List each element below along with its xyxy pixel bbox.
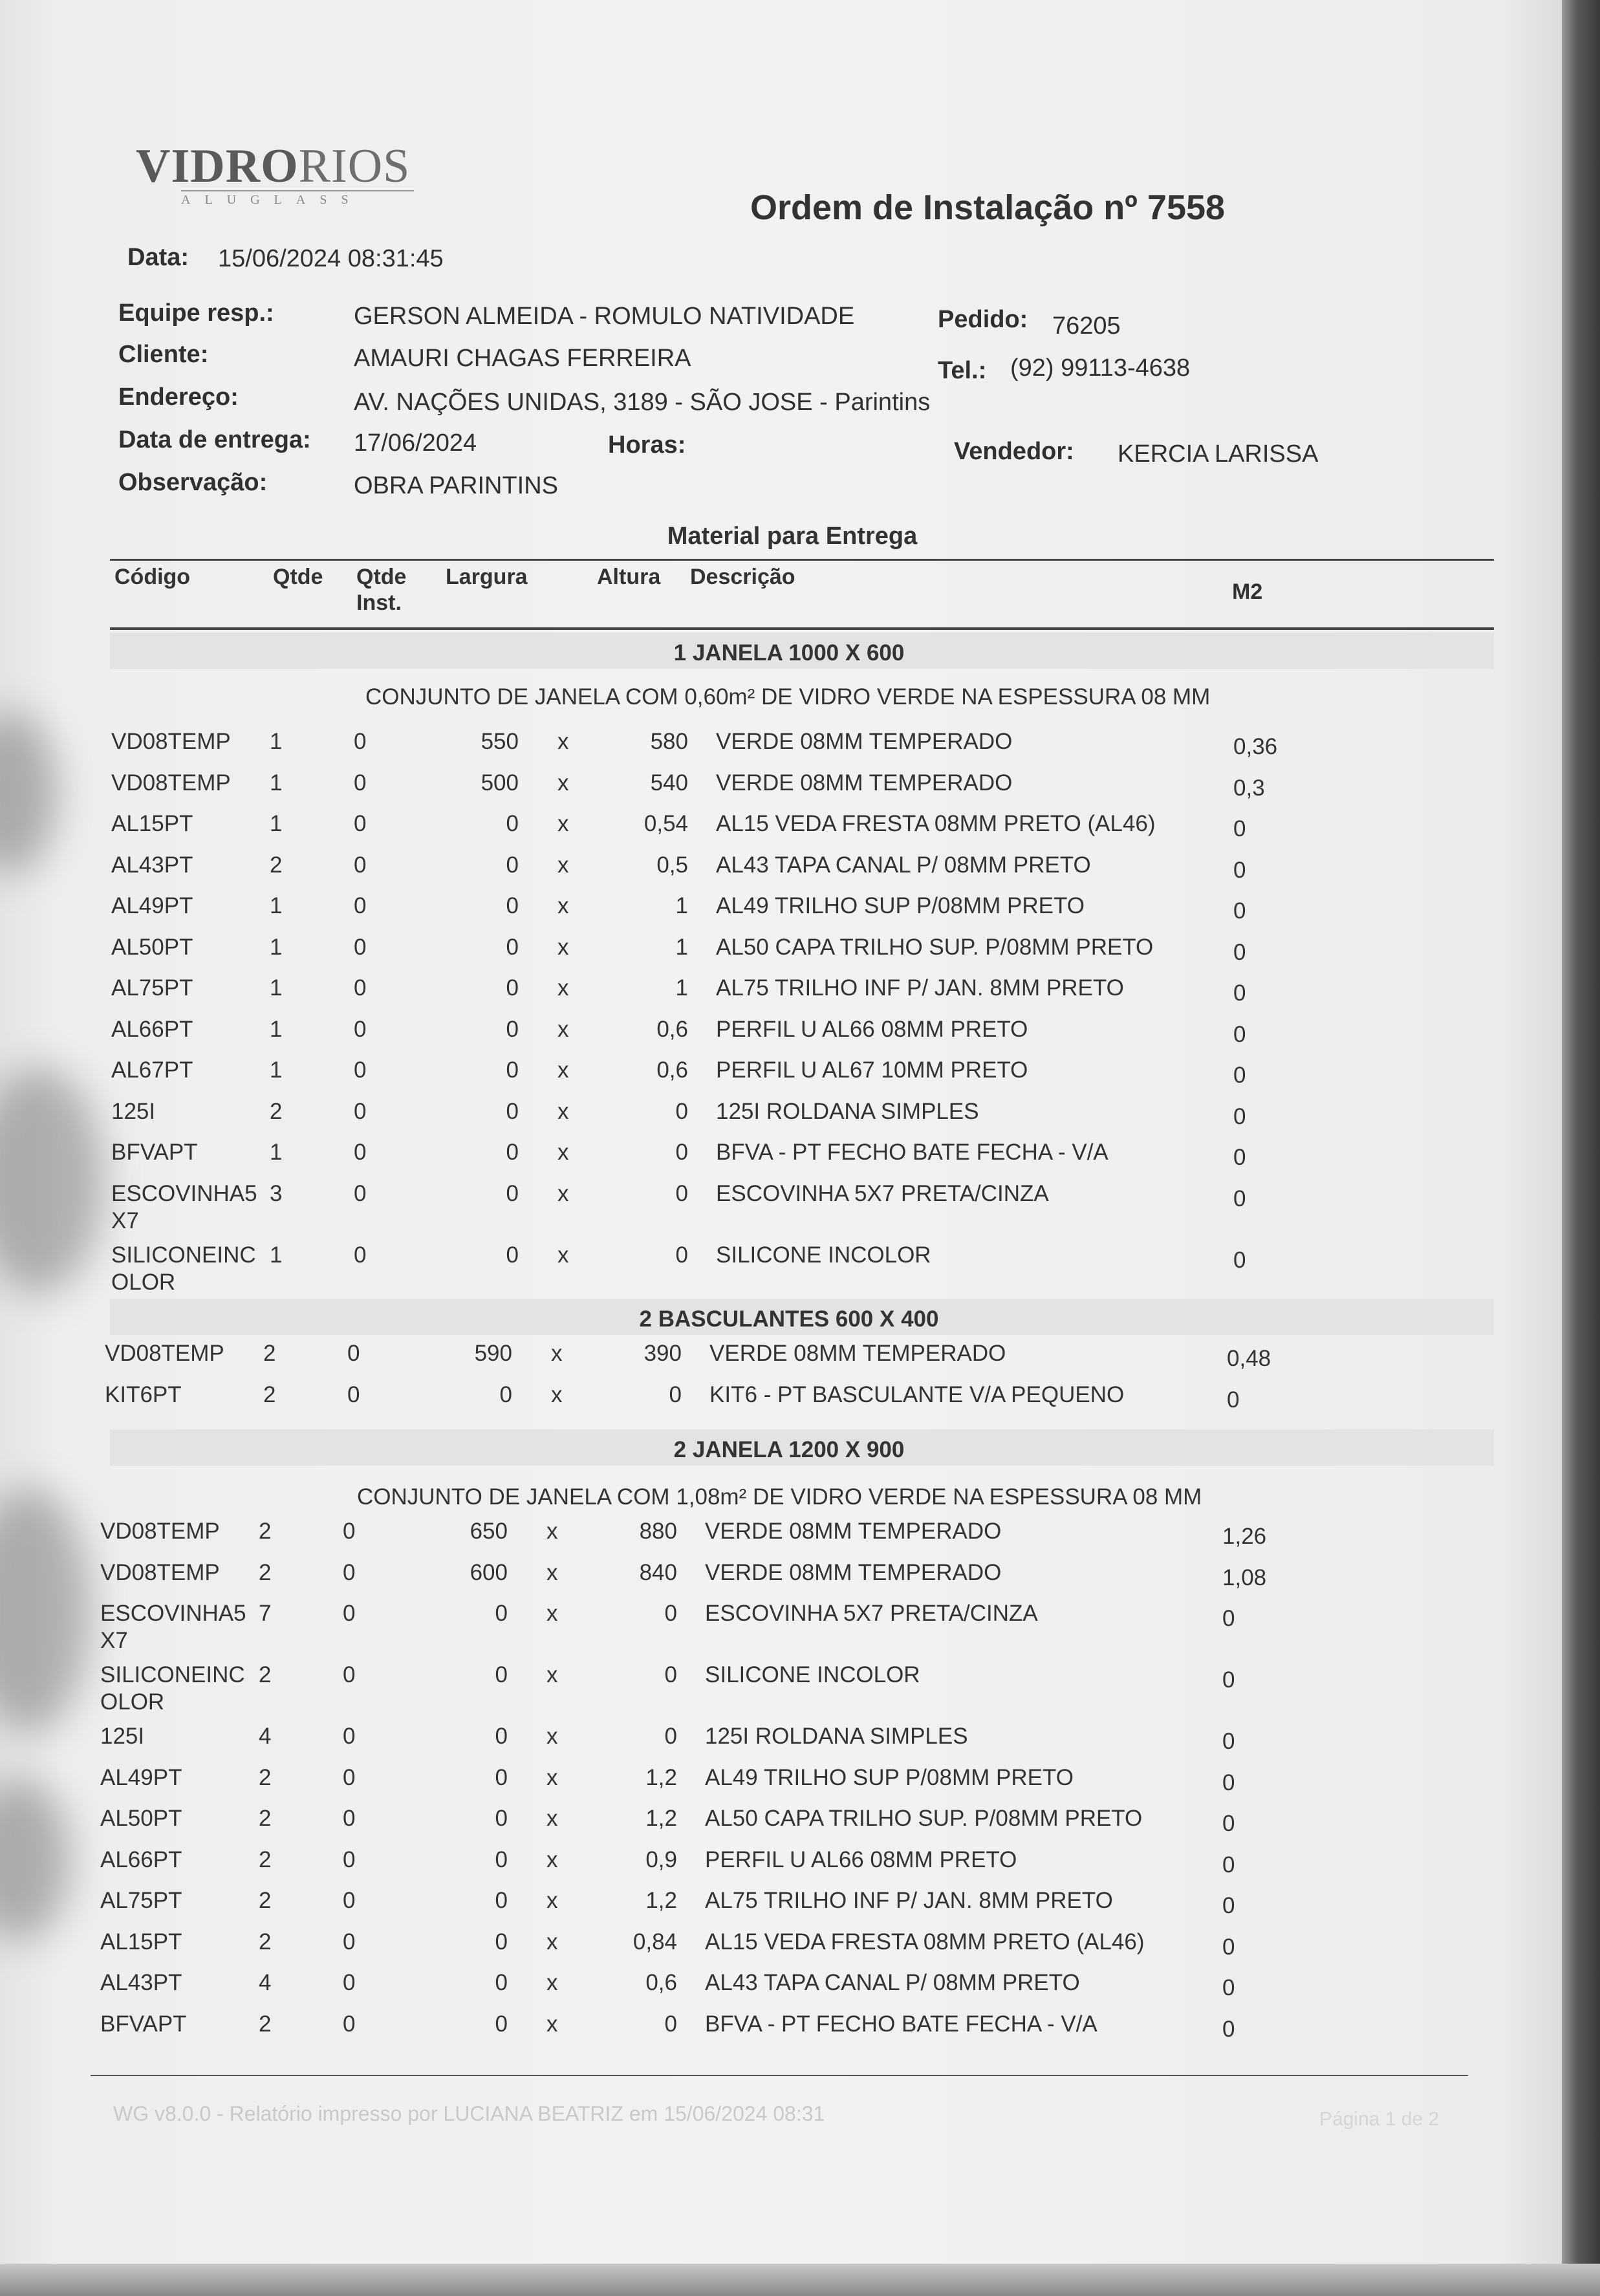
- row-times-sign: x: [557, 770, 569, 796]
- row-descricao: AL15 VEDA FRESTA 08MM PRETO (AL46): [716, 811, 1156, 836]
- row-qtde: 2: [263, 1341, 276, 1366]
- row-times-sign: x: [557, 1057, 569, 1083]
- row-qtde: 2: [270, 1098, 283, 1124]
- row-times-sign: x: [557, 1242, 569, 1268]
- row-code: [111, 1242, 273, 1296]
- row-times-sign: x: [557, 729, 569, 754]
- row-altura: 1,2: [645, 1888, 677, 1913]
- row-altura: 880: [639, 1519, 677, 1544]
- row-qtde: 2: [263, 1381, 276, 1407]
- row-qtde: 1: [270, 893, 283, 918]
- row-descricao: AL50 CAPA TRILHO SUP. P/08MM PRETO: [716, 934, 1154, 960]
- row-altura: 840: [639, 1559, 677, 1585]
- row-largura: 0: [506, 934, 519, 960]
- material-title: Material para Entrega: [667, 523, 918, 550]
- row-altura: 540: [650, 770, 688, 796]
- row-qtde-inst: 0: [354, 975, 367, 1001]
- row-m2: 0,48: [1227, 1346, 1271, 1371]
- row-times-sign: x: [557, 1098, 569, 1124]
- row-descricao: PERFIL U AL66 08MM PRETO: [705, 1847, 1017, 1872]
- col-descricao: Descrição: [690, 565, 795, 589]
- row-times-sign: x: [551, 1381, 563, 1407]
- row-code: AL15PT: [100, 1929, 182, 1955]
- row-descricao: ESCOVINHA 5X7 PRETA/CINZA: [705, 1601, 1038, 1626]
- row-altura: 0,9: [645, 1847, 677, 1872]
- col-m2: M2: [1232, 579, 1263, 604]
- row-qtde-inst: 0: [354, 1242, 367, 1268]
- row-times-sign: x: [546, 1888, 558, 1913]
- row-times-sign: x: [557, 811, 569, 836]
- row-largura: 0: [495, 1764, 508, 1790]
- row-altura: 0: [664, 1724, 677, 1749]
- row-largura: 0: [506, 1057, 519, 1083]
- row-largura: 0: [499, 1381, 512, 1407]
- row-descricao: VERDE 08MM TEMPERADO: [716, 729, 1013, 754]
- row-largura: 0: [495, 1601, 508, 1626]
- row-m2: 0: [1233, 939, 1246, 965]
- row-times-sign: x: [557, 1140, 569, 1165]
- row-altura: 0: [675, 1180, 688, 1206]
- row-altura: 0: [675, 1242, 688, 1268]
- row-code-line2: X7: [111, 1208, 139, 1233]
- row-times-sign: x: [546, 1662, 558, 1687]
- row-qtde-inst: 0: [354, 770, 367, 796]
- row-m2: 0: [1222, 1934, 1235, 1960]
- row-code: AL50PT: [111, 934, 193, 960]
- row-descricao: BFVA - PT FECHO BATE FECHA - V/A: [705, 2011, 1097, 2037]
- cliente-label: Cliente:: [118, 341, 209, 368]
- row-times-sign: x: [546, 2011, 558, 2037]
- row-largura: 600: [470, 1559, 508, 1585]
- row-qtde: 2: [259, 1847, 272, 1872]
- row-qtde-inst: 0: [343, 1764, 356, 1790]
- row-largura: 0: [506, 1016, 519, 1042]
- row-code-line2: X7: [100, 1628, 128, 1653]
- row-m2: 0: [1233, 980, 1246, 1006]
- row-descricao: AL49 TRILHO SUP P/08MM PRETO: [705, 1764, 1074, 1790]
- pedido-value: 76205: [1052, 312, 1121, 340]
- scan-edge-right: [1562, 0, 1600, 2296]
- row-m2: 0: [1233, 1021, 1246, 1047]
- row-descricao: VERDE 08MM TEMPERADO: [709, 1341, 1006, 1366]
- row-qtde: 2: [259, 1662, 272, 1687]
- row-times-sign: x: [546, 1847, 558, 1872]
- row-altura: 1,2: [645, 1764, 677, 1790]
- row-m2: 0: [1222, 1606, 1235, 1631]
- row-qtde: 1: [270, 1140, 283, 1165]
- row-code: BFVAPT: [111, 1140, 198, 1165]
- horas-label: Horas:: [608, 431, 686, 459]
- row-times-sign: x: [546, 1764, 558, 1790]
- scan-edge-bottom: [0, 2264, 1600, 2296]
- row-times-sign: x: [557, 1180, 569, 1206]
- row-qtde-inst: 0: [354, 811, 367, 836]
- row-qtde-inst: 0: [343, 1662, 356, 1687]
- group-description: CONJUNTO DE JANELA COM 1,08m² DE VIDRO VERDE NA ESPESSURA 08 MM: [357, 1484, 1202, 1510]
- row-m2: 0: [1222, 1811, 1235, 1836]
- date-label: Data:: [127, 244, 189, 271]
- logo-tagline: ALUGLASS: [181, 190, 414, 208]
- obs-value: OBRA PARINTINS: [354, 472, 559, 499]
- row-largura: 0: [506, 893, 519, 918]
- row-largura: 0: [506, 852, 519, 878]
- row-times-sign: x: [546, 1806, 558, 1831]
- row-altura: 0,54: [643, 811, 688, 836]
- cliente-value: AMAURI CHAGAS FERREIRA: [354, 345, 691, 372]
- row-times-sign: x: [546, 1559, 558, 1585]
- row-m2: 0: [1233, 1103, 1246, 1129]
- row-m2: 0: [1222, 1975, 1235, 2000]
- row-qtde: 2: [259, 1519, 272, 1544]
- row-code: AL75PT: [111, 975, 193, 1001]
- row-times-sign: x: [557, 852, 569, 878]
- row-qtde: 3: [270, 1180, 283, 1206]
- col-qtde-inst: [356, 564, 406, 616]
- row-largura: 0: [495, 1806, 508, 1831]
- row-largura: 0: [495, 1888, 508, 1913]
- row-m2: 0,3: [1233, 775, 1265, 801]
- equipe-label: Equipe resp.:: [118, 299, 274, 327]
- row-descricao: BFVA - PT FECHO BATE FECHA - V/A: [716, 1140, 1108, 1165]
- row-times-sign: x: [557, 1016, 569, 1042]
- row-qtde-inst: 0: [354, 1057, 367, 1083]
- row-qtde-inst: 0: [354, 1140, 367, 1165]
- footer-page-number: Página 1 de 2: [1319, 2108, 1440, 2130]
- row-largura: 0: [495, 1929, 508, 1955]
- row-largura: 0: [495, 2011, 508, 2037]
- row-descricao: AL43 TAPA CANAL P/ 08MM PRETO: [705, 1970, 1080, 1995]
- row-qtde-inst: 0: [343, 1519, 356, 1544]
- row-m2: 0: [1233, 1063, 1246, 1088]
- col-qtde-inst-line1: Qtde: [356, 565, 407, 589]
- row-descricao: AL49 TRILHO SUP P/08MM PRETO: [716, 893, 1085, 918]
- row-descricao: AL15 VEDA FRESTA 08MM PRETO (AL46): [705, 1929, 1145, 1955]
- row-descricao: 125I ROLDANA SIMPLES: [716, 1098, 979, 1124]
- row-altura: 580: [650, 729, 688, 754]
- col-largura: Largura: [446, 565, 528, 589]
- row-times-sign: x: [557, 893, 569, 918]
- row-code: AL43PT: [100, 1970, 182, 1995]
- row-qtde: 2: [259, 1764, 272, 1790]
- row-times-sign: x: [557, 975, 569, 1001]
- row-m2: 0: [1222, 1770, 1235, 1795]
- logo-bold-part: VID: [136, 140, 226, 193]
- row-largura: 0: [495, 1662, 508, 1687]
- footer-print-info: WG v8.0.0 - Relatório impresso por LUCIANA BEATRIZ em 15/06/2024 08:31: [113, 2102, 825, 2125]
- row-largura: 0: [506, 1098, 519, 1124]
- row-qtde-inst: 0: [354, 1180, 367, 1206]
- row-code: VD08TEMP: [111, 729, 231, 754]
- row-qtde-inst: 0: [354, 893, 367, 918]
- group-title: 2 BASCULANTES 600 X 400: [639, 1306, 939, 1332]
- row-m2: 0: [1222, 2016, 1235, 2042]
- row-qtde: 2: [259, 1888, 272, 1913]
- row-code: VD08TEMP: [105, 1341, 224, 1366]
- row-largura: 0: [495, 1847, 508, 1872]
- row-code-line2: OLOR: [111, 1269, 176, 1295]
- row-altura: 1,2: [645, 1806, 677, 1831]
- row-qtde-inst: 0: [354, 729, 367, 754]
- row-descricao: PERFIL U AL66 08MM PRETO: [716, 1016, 1028, 1042]
- row-m2: 1,26: [1222, 1524, 1267, 1549]
- row-code: VD08TEMP: [100, 1519, 220, 1544]
- row-times-sign: x: [546, 1724, 558, 1749]
- row-qtde-inst: 0: [343, 1970, 356, 1995]
- row-altura: 390: [643, 1341, 682, 1366]
- group-title: 1 JANELA 1000 X 600: [673, 640, 905, 666]
- row-qtde-inst: 0: [343, 1559, 356, 1585]
- row-descricao: PERFIL U AL67 10MM PRETO: [716, 1057, 1028, 1083]
- group-title: 2 JANELA 1200 X 900: [673, 1437, 905, 1462]
- row-qtde-inst: 0: [343, 1929, 356, 1955]
- row-qtde-inst: 0: [343, 1601, 356, 1626]
- row-m2: 0: [1222, 1852, 1235, 1878]
- row-code: AL66PT: [111, 1016, 193, 1042]
- row-code: AL67PT: [111, 1057, 193, 1083]
- row-times-sign: x: [551, 1341, 563, 1366]
- row-largura: 0: [506, 1180, 519, 1206]
- row-descricao: AL50 CAPA TRILHO SUP. P/08MM PRETO: [705, 1806, 1143, 1831]
- row-qtde-inst: 0: [343, 1847, 356, 1872]
- row-descricao: VERDE 08MM TEMPERADO: [716, 770, 1013, 796]
- row-qtde: 2: [259, 1806, 272, 1831]
- row-qtde: 1: [270, 811, 283, 836]
- row-altura: 0,6: [656, 1016, 688, 1042]
- table-top-rule: [110, 559, 1494, 561]
- row-qtde-inst: 0: [354, 934, 367, 960]
- table-header-rule: [110, 627, 1494, 630]
- company-logo: [136, 139, 414, 208]
- entrega-value: 17/06/2024: [354, 429, 477, 457]
- row-code-line1: ESCOVINHA5: [111, 1180, 257, 1206]
- row-largura: 0: [495, 1724, 508, 1749]
- row-qtde-inst: 0: [343, 1724, 356, 1749]
- row-qtde: 2: [259, 1559, 272, 1585]
- row-m2: 0: [1222, 1893, 1235, 1918]
- row-code-line1: ESCOVINHA5: [100, 1601, 246, 1626]
- col-qtde: Qtde: [273, 565, 323, 589]
- row-m2: 0: [1222, 1729, 1235, 1754]
- footer-rule: [91, 2075, 1468, 2076]
- row-qtde: 7: [259, 1601, 272, 1626]
- row-altura: 1: [675, 975, 688, 1001]
- row-code: AL66PT: [100, 1847, 182, 1872]
- row-code: VD08TEMP: [111, 770, 231, 796]
- row-altura: 1: [675, 934, 688, 960]
- row-qtde: 2: [270, 852, 283, 878]
- row-times-sign: x: [546, 1970, 558, 1995]
- row-m2: 0: [1233, 1186, 1246, 1211]
- date-value: 15/06/2024 08:31:45: [218, 245, 444, 272]
- row-largura: 0: [506, 1242, 519, 1268]
- row-qtde-inst: 0: [354, 852, 367, 878]
- row-qtde: 1: [270, 1016, 283, 1042]
- endereco-value: AV. NAÇÕES UNIDAS, 3189 - SÃO JOSE - Parintins: [354, 389, 931, 416]
- row-code: AL75PT: [100, 1888, 182, 1913]
- row-descricao: SILICONE INCOLOR: [705, 1662, 920, 1687]
- logo-bold-part: RO: [225, 140, 299, 193]
- row-m2: 1,08: [1222, 1565, 1267, 1590]
- row-largura: 0: [495, 1970, 508, 1995]
- vendedor-value: KERCIA LARISSA: [1118, 440, 1319, 468]
- row-largura: 650: [470, 1519, 508, 1544]
- row-qtde: 1: [270, 729, 283, 754]
- row-code: AL43PT: [111, 852, 193, 878]
- tel-label: Tel.:: [938, 357, 987, 384]
- row-largura: 550: [481, 729, 519, 754]
- row-code: KIT6PT: [105, 1381, 182, 1407]
- equipe-value: GERSON ALMEIDA - ROMULO NATIVIDADE: [354, 303, 855, 330]
- row-qtde: 1: [270, 934, 283, 960]
- row-times-sign: x: [546, 1601, 558, 1626]
- row-altura: 0: [664, 1601, 677, 1626]
- row-m2: 0: [1233, 898, 1246, 924]
- row-qtde: 4: [259, 1724, 272, 1749]
- row-altura: 0,6: [645, 1970, 677, 1995]
- row-altura: 0: [675, 1098, 688, 1124]
- row-qtde-inst: 0: [354, 1016, 367, 1042]
- row-qtde: 4: [259, 1970, 272, 1995]
- col-qtde-inst-line2: Inst.: [356, 590, 402, 615]
- row-largura: 0: [506, 975, 519, 1001]
- row-qtde-inst: 0: [347, 1381, 360, 1407]
- row-qtde: 2: [259, 1929, 272, 1955]
- group-description: CONJUNTO DE JANELA COM 0,60m² DE VIDRO VERDE NA ESPESSURA 08 MM: [365, 684, 1211, 709]
- row-altura: 0: [669, 1381, 682, 1407]
- obs-label: Observação:: [118, 469, 268, 496]
- row-altura: 0,6: [656, 1057, 688, 1083]
- row-code: AL49PT: [100, 1764, 182, 1790]
- row-qtde-inst: 0: [347, 1341, 360, 1366]
- pedido-label: Pedido:: [938, 306, 1028, 333]
- row-descricao: SILICONE INCOLOR: [716, 1242, 931, 1268]
- row-qtde-inst: 0: [354, 1098, 367, 1124]
- row-m2: 0: [1233, 1145, 1246, 1170]
- row-descricao: AL75 TRILHO INF P/ JAN. 8MM PRETO: [716, 975, 1124, 1001]
- row-code-line1: SILICONEINC: [100, 1662, 245, 1687]
- row-qtde: 1: [270, 770, 283, 796]
- row-code: [111, 1180, 273, 1235]
- row-code: BFVAPT: [100, 2011, 187, 2037]
- row-code: [100, 1600, 262, 1654]
- row-descricao: AL43 TAPA CANAL P/ 08MM PRETO: [716, 852, 1091, 878]
- row-m2: 0: [1233, 816, 1246, 841]
- row-qtde: 2: [259, 2011, 272, 2037]
- row-descricao: VERDE 08MM TEMPERADO: [705, 1559, 1002, 1585]
- row-code: 125I: [111, 1098, 156, 1124]
- row-descricao: ESCOVINHA 5X7 PRETA/CINZA: [716, 1180, 1049, 1206]
- row-code: VD08TEMP: [100, 1559, 220, 1585]
- col-altura: Altura: [597, 565, 661, 589]
- row-descricao: KIT6 - PT BASCULANTE V/A PEQUENO: [709, 1381, 1125, 1407]
- row-times-sign: x: [546, 1519, 558, 1544]
- row-largura: 0: [506, 811, 519, 836]
- row-m2: 0: [1227, 1387, 1240, 1413]
- row-code: 125I: [100, 1724, 145, 1749]
- row-code-line1: SILICONEINC: [111, 1242, 256, 1268]
- row-descricao: 125I ROLDANA SIMPLES: [705, 1724, 968, 1749]
- logo-light-part: RIOS: [298, 140, 411, 193]
- row-code-line2: OLOR: [100, 1689, 165, 1715]
- row-qtde-inst: 0: [343, 1888, 356, 1913]
- col-codigo: Código: [114, 565, 191, 589]
- row-qtde: 1: [270, 1057, 283, 1083]
- endereco-label: Endereço:: [118, 384, 239, 411]
- document-title: Ordem de Instalação nº 7558: [750, 188, 1226, 227]
- row-largura: 500: [481, 770, 519, 796]
- row-code: AL15PT: [111, 811, 193, 836]
- row-qtde-inst: 0: [343, 2011, 356, 2037]
- row-times-sign: x: [546, 1929, 558, 1955]
- row-qtde: 1: [270, 1242, 283, 1268]
- tel-value: (92) 99113-4638: [1010, 354, 1191, 382]
- entrega-label: Data de entrega:: [118, 426, 311, 453]
- row-altura: 0: [675, 1140, 688, 1165]
- row-m2: 0,36: [1233, 734, 1278, 759]
- row-code: AL49PT: [111, 893, 193, 918]
- row-m2: 0: [1233, 857, 1246, 883]
- row-altura: 0,5: [656, 852, 688, 878]
- row-code: [100, 1662, 262, 1716]
- vendedor-label: Vendedor:: [954, 438, 1074, 465]
- row-code: AL50PT: [100, 1806, 182, 1831]
- row-largura: 0: [506, 1140, 519, 1165]
- row-m2: 0: [1233, 1247, 1246, 1273]
- row-m2: 0: [1222, 1667, 1235, 1693]
- row-descricao: AL75 TRILHO INF P/ JAN. 8MM PRETO: [705, 1888, 1113, 1913]
- row-altura: 0: [664, 1662, 677, 1687]
- row-times-sign: x: [557, 934, 569, 960]
- row-altura: 1: [675, 893, 688, 918]
- row-largura: 590: [474, 1341, 512, 1366]
- row-qtde-inst: 0: [343, 1806, 356, 1831]
- row-altura: 0: [664, 2011, 677, 2037]
- row-altura: 0,84: [632, 1929, 677, 1955]
- row-descricao: VERDE 08MM TEMPERADO: [705, 1519, 1002, 1544]
- row-qtde: 1: [270, 975, 283, 1001]
